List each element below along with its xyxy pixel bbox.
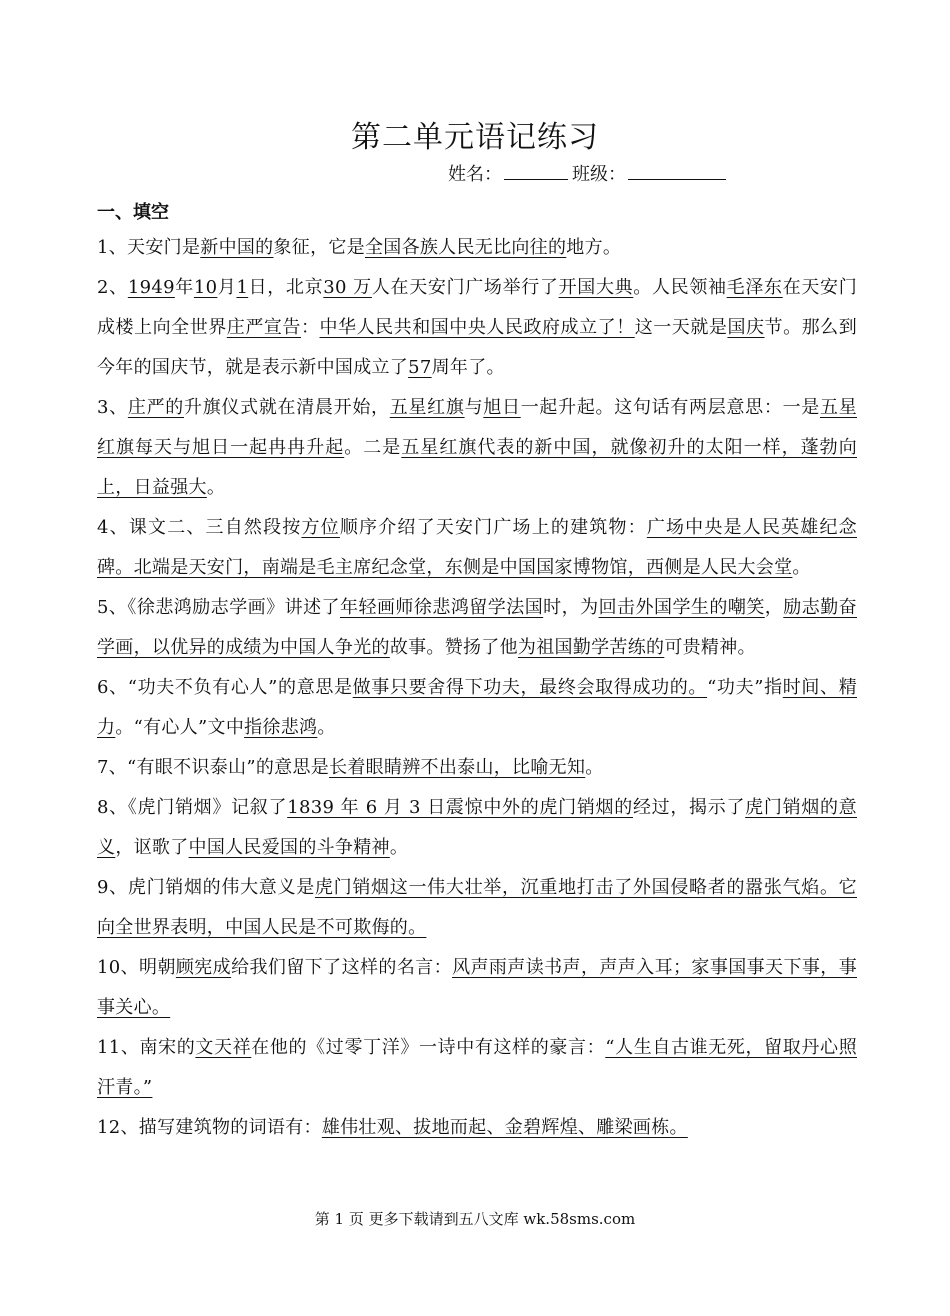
name-blank[interactable] xyxy=(504,161,568,180)
answer-text: 中华人民共和国中央人民政府成立了！ xyxy=(319,317,635,338)
answer-text: 毛泽东 xyxy=(726,277,783,298)
question-text: “功夫”指 xyxy=(707,677,783,698)
answer-text: 五星红旗代表的新中国，就像初升的太阳一样，蓬勃向上，日益强大 xyxy=(97,437,857,498)
question-text: 在天安门成楼上向全世界 xyxy=(97,277,858,338)
question-text: 。 xyxy=(585,757,604,778)
question-text: 这一天就是 xyxy=(634,317,728,338)
question-text: 10、明朝 xyxy=(97,957,176,978)
answer-text: 开国大典 xyxy=(558,277,634,298)
question-item xyxy=(97,788,857,868)
question-text: ： xyxy=(300,317,320,338)
answer-text: 庄严宣告 xyxy=(226,317,301,338)
answer-text: 虎门销烟这一伟大壮举，沉重地打击了外国侵略者的嚣张气焰。它向全世界表明，中国人民是不可欺侮的。 xyxy=(97,877,857,938)
question-item xyxy=(97,1108,857,1148)
question-text: 3、 xyxy=(97,397,128,418)
answer-text: 57 xyxy=(408,357,432,378)
answer-text: 励志勤奋学画，以优异的成绩为中国人争光的 xyxy=(97,597,857,658)
answer-text: 中国人民爱国的斗争精神 xyxy=(188,837,390,858)
question-text: 节。那么到今年的国庆节，就是表示新中国成立了 xyxy=(97,317,857,378)
question-text: 给我们留下了这样的名言： xyxy=(231,957,453,978)
question-text: ，讴歌了 xyxy=(115,837,189,858)
answer-text: 顾宪成 xyxy=(175,957,232,978)
question-text: 4、课文二、三自然段按 xyxy=(97,517,302,538)
answer-text: 虎门销烟的意义 xyxy=(97,797,857,858)
question-item xyxy=(97,748,857,788)
answer-text: 新中国的 xyxy=(200,237,274,258)
answer-text: 1949 xyxy=(127,277,175,298)
question-text: 。 xyxy=(206,477,226,498)
question-text: 地方。 xyxy=(566,237,622,258)
answer-text: 做事只要舍得下功夫，最终会取得成功的。 xyxy=(352,677,708,698)
question-text: 。 xyxy=(389,837,409,858)
question-text: 在他的《过零丁洋》一诗中有这样的豪言： xyxy=(251,1037,606,1058)
answer-text: 庄严的 xyxy=(127,397,184,418)
answer-text: 旭日 xyxy=(483,397,521,418)
question-text: 。人民领袖 xyxy=(633,277,727,298)
question-text: 8、《虎门销烟》记叙了 xyxy=(97,797,288,818)
answer-text: 风声雨声读书声，声声入耳；家事国事天下事，事事关心。 xyxy=(97,957,858,1018)
question-text: 11、南宋的 xyxy=(97,1037,196,1058)
question-text: 顺序介绍了天安门广场上的建筑物： xyxy=(339,517,647,538)
question-text: 12、描写建筑物的词语有： xyxy=(97,1117,322,1138)
answer-text: 10 xyxy=(193,277,218,298)
question-item xyxy=(97,588,857,668)
answer-text: 文天祥 xyxy=(195,1037,252,1058)
question-text: 。 xyxy=(792,557,811,578)
question-text: 5、《徐悲鸿励志学画》讲述了 xyxy=(97,597,341,618)
question-text: 升旗仪式就在清晨开始， xyxy=(184,397,390,418)
answer-text: 全国各族人民无比向往的 xyxy=(364,237,567,258)
question-text: 。“有心人”文中 xyxy=(115,717,245,738)
answer-text: 回击外国学生的嘲笑 xyxy=(598,597,765,618)
answer-text: 雄伟壮观、拔地而起、金碧辉煌、雕梁画栋。 xyxy=(321,1117,688,1138)
question-text: 周年了。 xyxy=(431,357,505,378)
question-text: 。二是 xyxy=(344,437,402,458)
name-class-bar xyxy=(448,160,726,186)
question-item xyxy=(97,868,857,948)
answer-text: 1839 年 6 月 3 日震惊中外的虎门销烟的 xyxy=(287,797,633,818)
question-text: 9、虎门销烟的伟大意义是 xyxy=(97,877,315,898)
answer-text: 方位 xyxy=(301,517,340,538)
question-text: 日，北京 xyxy=(248,277,324,298)
question-text: 人在天安门广场举行了 xyxy=(371,277,559,298)
answer-text: 年轻画师徐悲鸿留学法国 xyxy=(340,597,544,618)
question-text: 与 xyxy=(464,397,484,418)
question-item xyxy=(97,948,857,1028)
class-label: 班级： xyxy=(572,164,626,185)
answer-text: 国庆 xyxy=(727,317,765,338)
question-text: 1、天安门是 xyxy=(97,237,201,258)
question-list xyxy=(97,228,857,1148)
question-text: 象征，它是 xyxy=(273,237,365,258)
question-text: 7、“有眼不识泰山”的意思是 xyxy=(97,757,330,778)
answer-text: 长着眼睛辨不出泰山，比喻无知 xyxy=(329,757,586,778)
section-heading: 一、填空 xyxy=(97,202,169,223)
answer-text: “人生自古谁无死，留取丹心照汗青。” xyxy=(97,1037,857,1098)
question-text: 。 xyxy=(317,717,336,738)
answer-text: 30 万 xyxy=(323,277,372,298)
question-text: 经过，揭示了 xyxy=(632,797,746,818)
answer-text: 1 xyxy=(236,277,249,298)
question-item xyxy=(97,268,857,388)
question-text: 2、 xyxy=(97,277,128,298)
question-text: 故事。赞扬了他 xyxy=(389,637,518,658)
question-text: 一起升起。这句话有两层意思：一是 xyxy=(520,397,820,418)
question-text: 年 xyxy=(174,277,194,298)
question-item xyxy=(97,228,857,268)
class-blank[interactable] xyxy=(628,161,726,180)
answer-text: 五星红旗 xyxy=(389,397,465,418)
question-item xyxy=(97,1028,857,1108)
question-text: 时，为 xyxy=(543,597,599,618)
page-title: 第二单元语记练习 xyxy=(351,120,599,155)
answer-text: 指徐悲鸿 xyxy=(244,717,318,738)
answer-text: 时间、精力 xyxy=(97,677,857,738)
question-item xyxy=(97,508,857,588)
question-item xyxy=(97,388,857,508)
question-text: 6、“功夫不负有心人”的意思是 xyxy=(97,677,353,698)
answer-text: 五星红旗每天与旭日一起冉冉升起 xyxy=(97,397,858,458)
question-text: 月 xyxy=(217,277,237,298)
page-footer: 第 1 页 更多下载请到五八文库 wk.58sms.com xyxy=(314,1210,636,1228)
answer-text: 广场中央是人民英雄纪念碑。北端是天安门，南端是毛主席纪念堂，东侧是中国国家博物馆，西侧是人民大会堂 xyxy=(97,517,857,578)
question-text: 可贵精神。 xyxy=(664,637,756,658)
question-item xyxy=(97,668,857,748)
name-label: 姓名： xyxy=(448,164,502,185)
answer-text: 为祖国勤学苦练的 xyxy=(517,637,665,658)
question-text: ， xyxy=(764,597,784,618)
